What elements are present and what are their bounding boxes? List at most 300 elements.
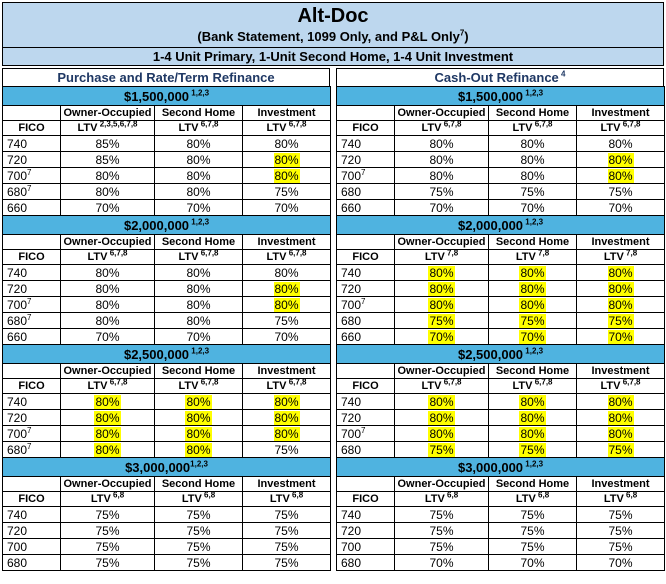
- ltv-value: 75%: [95, 523, 120, 538]
- loan-amount-row: [337, 345, 665, 364]
- fico-score: [337, 442, 395, 458]
- fico-value: 740: [7, 265, 28, 280]
- ltv-footnote: 6,7,8: [286, 249, 307, 257]
- occupancy-header: Investment: [243, 477, 331, 492]
- loan-amount-row: [3, 458, 331, 477]
- fico-value: 720: [341, 281, 362, 296]
- max-ltv-cell: [577, 265, 665, 281]
- occupancy-header: Investment: [243, 106, 331, 121]
- max-ltv-cell: [155, 523, 243, 539]
- fico-tier-row: [337, 297, 665, 313]
- max-ltv-cell: [395, 136, 489, 152]
- ltv-header: [395, 121, 489, 136]
- max-ltv-cell: [155, 136, 243, 152]
- ltv-value: 80%: [186, 168, 211, 183]
- ltv-value: 75%: [429, 539, 454, 554]
- ltv-footnote: 6,7,8: [107, 378, 128, 386]
- ltv-value: 80%: [608, 136, 633, 151]
- max-ltv-cell: [61, 313, 155, 329]
- ltv-value: 75%: [274, 313, 299, 328]
- ltv-value: 70%: [608, 200, 633, 215]
- highlighted-ltv-value: 80%: [608, 394, 633, 409]
- fico-score: [3, 555, 61, 571]
- ltv-header: [243, 379, 331, 394]
- ltv-table: [336, 86, 665, 571]
- fico-value: 700: [341, 297, 362, 312]
- max-ltv-cell: [489, 136, 577, 152]
- fico-value: 680: [7, 313, 28, 328]
- highlighted-ltv-value: 80%: [95, 442, 120, 457]
- occupancy-header: Second Home: [489, 364, 577, 379]
- highlighted-ltv-value: 80%: [274, 410, 299, 425]
- highlighted-ltv-value: 75%: [429, 313, 454, 328]
- fico-value: 700: [7, 297, 28, 312]
- max-ltv-cell: [155, 539, 243, 555]
- fico-score: [337, 184, 395, 200]
- max-ltv-cell: [243, 329, 331, 345]
- ltv-value: 75%: [95, 539, 120, 554]
- ltv-header: [61, 492, 155, 507]
- loan-amount-value: $1,500,000: [123, 88, 190, 104]
- max-ltv-cell: [489, 523, 577, 539]
- fico-tier-row: [3, 136, 331, 152]
- ltv-value: 70%: [429, 555, 454, 570]
- ltv-value: 75%: [608, 539, 633, 554]
- fico-tier-row: [3, 265, 331, 281]
- occupancy-header: Owner-Occupied: [61, 364, 155, 379]
- max-ltv-cell: [243, 136, 331, 152]
- ltv-header-row: [337, 379, 665, 394]
- max-ltv-cell: [243, 539, 331, 555]
- ltv-value: 70%: [429, 200, 454, 215]
- ltv-value: 75%: [429, 184, 454, 199]
- occupancy-header: Investment: [577, 477, 665, 492]
- ltv-footnote: 6,7,8: [107, 249, 128, 257]
- occupancy-header: Owner-Occupied: [395, 235, 489, 250]
- fico-tier-row: [337, 168, 665, 184]
- subtitle-footnote: 7: [459, 28, 465, 38]
- max-ltv-cell: [395, 523, 489, 539]
- ltv-value: 80%: [274, 136, 299, 151]
- highlighted-ltv-value: 80%: [186, 426, 211, 441]
- fico-score: [3, 539, 61, 555]
- fico-score: [3, 394, 61, 410]
- fico-value: 720: [7, 410, 28, 425]
- max-ltv-cell: [489, 394, 577, 410]
- occupancy-header: [3, 364, 61, 379]
- fico-footnote: 7: [361, 425, 366, 435]
- max-ltv-cell: [243, 555, 331, 571]
- max-ltv-cell: [155, 555, 243, 571]
- ltv-footnote: 6,7,8: [286, 120, 307, 128]
- highlighted-ltv-value: 80%: [520, 410, 545, 425]
- ltv-value: 75%: [186, 507, 211, 522]
- ltv-header: [61, 121, 155, 136]
- max-ltv-cell: [395, 297, 489, 313]
- fico-header: FICO: [337, 379, 395, 394]
- occupancy-header: Second Home: [155, 106, 243, 121]
- max-ltv-cell: [155, 297, 243, 313]
- max-ltv-cell: [395, 426, 489, 442]
- fico-tier-row: [337, 329, 665, 345]
- ltv-header-row: [3, 121, 331, 136]
- panel-title: [336, 68, 664, 86]
- fico-tier-row: [337, 265, 665, 281]
- max-ltv-cell: [577, 442, 665, 458]
- ltv-value: 75%: [274, 523, 299, 538]
- ltv-label: LTV: [77, 121, 98, 134]
- max-ltv-cell: [489, 426, 577, 442]
- subtitle-text: (Bank Statement, 1099 Only, and P&L Only: [197, 29, 460, 44]
- loan-amount-row: [3, 216, 331, 235]
- max-ltv-cell: [395, 329, 489, 345]
- occupancy-header: Second Home: [155, 477, 243, 492]
- max-ltv-cell: [577, 555, 665, 571]
- ltv-value: 80%: [186, 152, 211, 167]
- max-ltv-cell: [577, 281, 665, 297]
- ltv-header: [489, 250, 577, 265]
- ltv-value: 80%: [95, 184, 120, 199]
- ltv-value: 75%: [520, 539, 545, 554]
- max-ltv-cell: [395, 442, 489, 458]
- fico-footnote: 7: [27, 425, 32, 435]
- max-ltv-cell: [243, 507, 331, 523]
- fico-header: FICO: [337, 250, 395, 265]
- fico-tier-row: [337, 507, 665, 523]
- fico-value: 720: [7, 523, 28, 538]
- ltv-label: LTV: [424, 250, 445, 263]
- ltv-header: [61, 250, 155, 265]
- max-ltv-cell: [243, 152, 331, 168]
- max-ltv-cell: [489, 297, 577, 313]
- fico-score: [3, 168, 61, 184]
- occupancy-header: Owner-Occupied: [395, 106, 489, 121]
- fico-score: [337, 168, 395, 184]
- max-ltv-cell: [61, 281, 155, 297]
- ltv-label: LTV: [87, 250, 108, 263]
- occupancy-header: Investment: [577, 106, 665, 121]
- occupancy-header-row: [3, 106, 331, 121]
- max-ltv-cell: [395, 184, 489, 200]
- loan-amount: [3, 458, 331, 477]
- highlighted-ltv-value: 80%: [274, 168, 299, 183]
- ltv-label: LTV: [90, 492, 111, 505]
- highlighted-ltv-value: 80%: [520, 426, 545, 441]
- ltv-label: LTV: [424, 492, 445, 505]
- fico-score: [337, 539, 395, 555]
- max-ltv-cell: [243, 394, 331, 410]
- loan-amount: [3, 216, 331, 235]
- highlighted-ltv-value: 80%: [186, 394, 211, 409]
- cash-out-refinance-panel: [336, 68, 664, 571]
- ltv-header-row: [3, 379, 331, 394]
- highlighted-ltv-value: 80%: [429, 297, 454, 312]
- loan-amount-row: [337, 216, 665, 235]
- fico-value: 740: [7, 136, 28, 151]
- fico-score: [3, 442, 61, 458]
- ltv-value: 80%: [95, 265, 120, 280]
- highlighted-ltv-value: 80%: [429, 426, 454, 441]
- max-ltv-cell: [489, 184, 577, 200]
- highlighted-ltv-value: 75%: [520, 442, 545, 457]
- max-ltv-cell: [155, 329, 243, 345]
- highlighted-ltv-value: 80%: [429, 265, 454, 280]
- fico-value: 680: [7, 442, 28, 457]
- occupancy-header: [3, 477, 61, 492]
- max-ltv-cell: [395, 539, 489, 555]
- ltv-footnote: 6,8: [289, 491, 304, 499]
- max-ltv-cell: [61, 136, 155, 152]
- highlighted-ltv-value: 80%: [608, 152, 633, 167]
- max-ltv-cell: [243, 410, 331, 426]
- max-ltv-cell: [61, 555, 155, 571]
- loan-amount-row: [337, 458, 665, 477]
- loan-amount-footnote: 1,2,3: [189, 346, 210, 356]
- max-ltv-cell: [395, 507, 489, 523]
- ltv-value: 70%: [95, 200, 120, 215]
- panel-title-footnote: 4: [558, 69, 566, 79]
- fico-value: 660: [7, 200, 28, 215]
- occupancy-header: [337, 364, 395, 379]
- highlighted-ltv-value: 80%: [95, 394, 120, 409]
- fico-value: 660: [341, 200, 362, 215]
- ltv-header-row: [3, 250, 331, 265]
- ltv-header: [577, 492, 665, 507]
- doc-types-subtitle: [3, 28, 663, 45]
- loan-amount-value: $1,500,000: [457, 88, 524, 104]
- ltv-value: 80%: [95, 313, 120, 328]
- fico-tier-row: [337, 184, 665, 200]
- ltv-header-row: [3, 492, 331, 507]
- fico-value: 740: [341, 265, 362, 280]
- fico-tier-row: [337, 523, 665, 539]
- occupancy-header: [3, 106, 61, 121]
- ltv-header: [395, 379, 489, 394]
- fico-footnote: 7: [27, 167, 32, 177]
- fico-value: 660: [341, 329, 362, 344]
- max-ltv-cell: [577, 523, 665, 539]
- ltv-value: 85%: [95, 136, 120, 151]
- ltv-label: LTV: [269, 492, 290, 505]
- ltv-footnote: 7,8: [535, 249, 550, 257]
- panel-title-text: Purchase and Rate/Term Refinance: [57, 70, 275, 85]
- ltv-value: 80%: [520, 136, 545, 151]
- occupancy-header: Second Home: [155, 364, 243, 379]
- highlighted-ltv-value: 80%: [608, 410, 633, 425]
- fico-value: 680: [341, 442, 362, 457]
- ltv-value: 70%: [520, 555, 545, 570]
- loan-amount: [3, 345, 331, 364]
- max-ltv-cell: [577, 313, 665, 329]
- fico-value: 740: [341, 507, 362, 522]
- fico-score: [3, 426, 61, 442]
- max-ltv-cell: [489, 313, 577, 329]
- max-ltv-cell: [489, 152, 577, 168]
- ltv-footnote: 6,7,8: [198, 120, 219, 128]
- loan-amount-value: $2,000,000: [457, 217, 524, 233]
- alt-doc-matrix: [2, 2, 664, 571]
- max-ltv-cell: [155, 410, 243, 426]
- loan-amount-footnote: 1,2,3: [189, 217, 210, 227]
- max-ltv-cell: [155, 313, 243, 329]
- ltv-value: 70%: [186, 200, 211, 215]
- max-ltv-cell: [489, 168, 577, 184]
- max-ltv-cell: [61, 152, 155, 168]
- ltv-value: 70%: [186, 329, 211, 344]
- max-ltv-cell: [243, 184, 331, 200]
- fico-value: 660: [7, 329, 28, 344]
- ltv-label: LTV: [178, 121, 199, 134]
- max-ltv-cell: [577, 410, 665, 426]
- fico-tier-row: [3, 410, 331, 426]
- ltv-footnote: 6,7,8: [198, 378, 219, 386]
- max-ltv-cell: [489, 507, 577, 523]
- fico-score: [337, 523, 395, 539]
- ltv-value: 80%: [186, 281, 211, 296]
- ltv-value: 80%: [95, 168, 120, 183]
- fico-value: 700: [341, 426, 362, 441]
- fico-tier-row: [3, 555, 331, 571]
- max-ltv-cell: [61, 184, 155, 200]
- loan-amount: [337, 458, 665, 477]
- fico-value: 720: [7, 152, 28, 167]
- purchase-rate-term-panel: [2, 68, 330, 571]
- max-ltv-cell: [395, 555, 489, 571]
- highlighted-ltv-value: 80%: [429, 281, 454, 296]
- ltv-value: 80%: [95, 281, 120, 296]
- fico-header: FICO: [3, 492, 61, 507]
- ltv-value: 85%: [95, 152, 120, 167]
- ltv-header: [243, 121, 331, 136]
- occupancy-header: Second Home: [489, 106, 577, 121]
- loan-amount-footnote: 1,2,3: [190, 459, 208, 469]
- loan-amount: [3, 87, 331, 106]
- fico-tier-row: [337, 442, 665, 458]
- loan-amount-footnote: 1,2,3: [523, 459, 544, 469]
- fico-score: [337, 426, 395, 442]
- ltv-label: LTV: [266, 121, 287, 134]
- fico-value: 680: [341, 555, 362, 570]
- ltv-label: LTV: [266, 250, 287, 263]
- loan-amount-value: $3,000,000: [125, 459, 191, 475]
- fico-score: [337, 410, 395, 426]
- fico-score: [337, 555, 395, 571]
- ltv-value: 80%: [186, 297, 211, 312]
- ltv-footnote: 6,7,8: [532, 378, 553, 386]
- fico-tier-row: [3, 152, 331, 168]
- ltv-value: 75%: [520, 184, 545, 199]
- highlighted-ltv-value: 80%: [186, 442, 211, 457]
- ltv-label: LTV: [178, 250, 199, 263]
- fico-value: 720: [341, 152, 362, 167]
- ltv-header-row: [337, 121, 665, 136]
- fico-score: [337, 507, 395, 523]
- max-ltv-cell: [61, 168, 155, 184]
- ltv-value: 80%: [429, 152, 454, 167]
- max-ltv-cell: [577, 329, 665, 345]
- loan-amount-footnote: 1,2,3: [523, 217, 544, 227]
- loan-amount-row: [337, 87, 665, 106]
- max-ltv-cell: [577, 539, 665, 555]
- ltv-footnote: 6,7,8: [198, 249, 219, 257]
- fico-score: [337, 200, 395, 216]
- ltv-value: 70%: [520, 200, 545, 215]
- ltv-header: [489, 379, 577, 394]
- max-ltv-cell: [395, 152, 489, 168]
- loan-amount-value: $2,500,000: [457, 346, 524, 362]
- max-ltv-cell: [155, 426, 243, 442]
- ltv-value: 75%: [95, 507, 120, 522]
- fico-tier-row: [3, 442, 331, 458]
- highlighted-ltv-value: 80%: [274, 426, 299, 441]
- occupancy-header: Investment: [243, 364, 331, 379]
- highlighted-ltv-value: 75%: [608, 442, 633, 457]
- loan-amount-footnote: 1,2,3: [189, 88, 210, 98]
- fico-tier-row: [337, 394, 665, 410]
- fico-score: [337, 329, 395, 345]
- max-ltv-cell: [155, 152, 243, 168]
- ltv-value: 75%: [274, 539, 299, 554]
- fico-score: [3, 410, 61, 426]
- max-ltv-cell: [155, 442, 243, 458]
- loan-amount: [337, 87, 665, 106]
- loan-amount-value: $2,000,000: [123, 217, 190, 233]
- occupancy-header: Second Home: [489, 235, 577, 250]
- max-ltv-cell: [61, 329, 155, 345]
- ltv-header: [61, 379, 155, 394]
- ltv-footnote: 6,7,8: [441, 120, 462, 128]
- ltv-header: [577, 250, 665, 265]
- occupancy-header: Second Home: [155, 235, 243, 250]
- fico-tier-row: [3, 523, 331, 539]
- ltv-label: LTV: [181, 492, 202, 505]
- occupancy-header: [337, 477, 395, 492]
- ltv-header: [155, 379, 243, 394]
- highlighted-ltv-value: 80%: [274, 281, 299, 296]
- highlighted-ltv-value: 80%: [608, 265, 633, 280]
- max-ltv-cell: [395, 168, 489, 184]
- ltv-header: [155, 492, 243, 507]
- occupancy-header-row: [3, 477, 331, 492]
- loan-amount: [337, 216, 665, 235]
- page-title: Alt-Doc: [297, 5, 369, 27]
- max-ltv-cell: [243, 281, 331, 297]
- highlighted-ltv-value: 80%: [608, 168, 633, 183]
- fico-tier-row: [337, 426, 665, 442]
- occupancy-header: Investment: [243, 235, 331, 250]
- fico-score: [337, 265, 395, 281]
- fico-tier-row: [3, 200, 331, 216]
- ltv-header: [155, 121, 243, 136]
- ltv-footnote: 7,8: [444, 249, 459, 257]
- max-ltv-cell: [243, 313, 331, 329]
- fico-header: FICO: [3, 121, 61, 136]
- ltv-value: 80%: [429, 136, 454, 151]
- panel-title: [2, 68, 330, 86]
- ltv-label: LTV: [603, 250, 624, 263]
- ltv-footnote: 2,3,5,6,7,8: [97, 120, 138, 128]
- occupancy-header: Owner-Occupied: [61, 106, 155, 121]
- ltv-footnote: 6,8: [535, 491, 550, 499]
- max-ltv-cell: [61, 442, 155, 458]
- fico-header: FICO: [3, 250, 61, 265]
- max-ltv-cell: [489, 442, 577, 458]
- fico-tier-row: [3, 184, 331, 200]
- fico-score: [337, 136, 395, 152]
- fico-tier-row: [3, 329, 331, 345]
- max-ltv-cell: [489, 281, 577, 297]
- fico-value: 720: [7, 281, 28, 296]
